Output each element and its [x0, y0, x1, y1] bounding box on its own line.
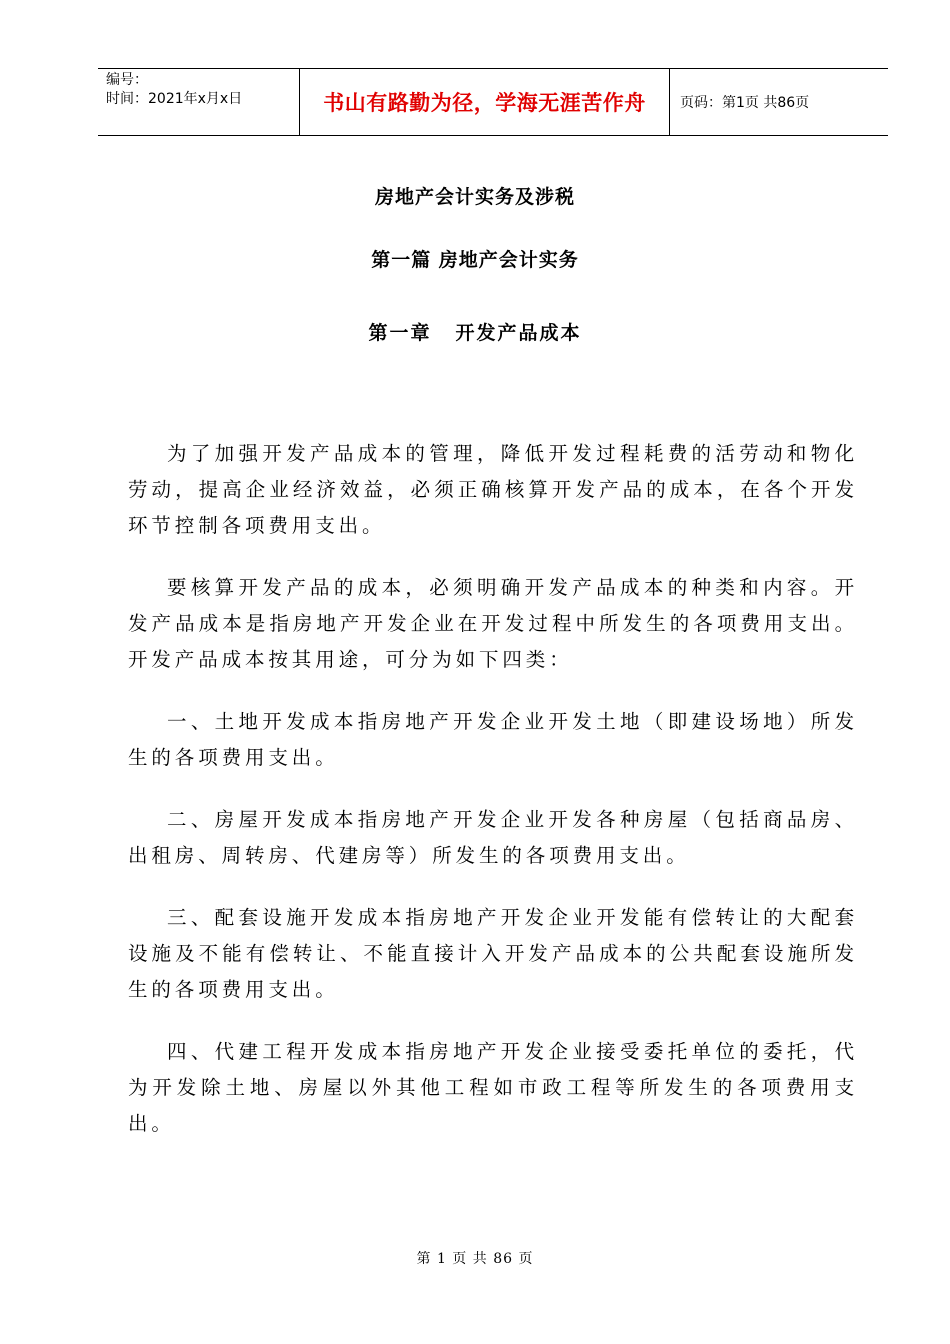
page-info: 页码：第1页 共86页 — [680, 95, 810, 111]
header-meta-cell — [98, 69, 300, 135]
paragraph: 一、土地开发成本指房地产开发企业开发土地（即建设场地）所发生的各项费用支出。 — [128, 710, 858, 769]
chapter-name: 开发产品成本 — [455, 322, 582, 344]
chapter-number: 第一章 — [368, 322, 432, 344]
paragraph: 三、配套设施开发成本指房地产开发企业开发能有偿转让的大配套设施及不能有偿转让、不能直接计入开发产品成本的公共配套设施所发生的各项费用支出。 — [128, 906, 858, 1001]
document-title: 房地产会计实务及涉税 — [374, 186, 575, 208]
paragraph: 为了加强开发产品成本的管理，降低开发过程耗费的活劳动和物化劳动，提高企业经济效益，必须正确核算开发产品的成本，在各个开发环节控制各项费用支出。 — [128, 442, 858, 537]
paragraph: 四、代建工程开发成本指房地产开发企业接受委托单位的委托，代为开发除土地、房屋以外其他工程如市政工程等所发生的各项费用支出。 — [128, 1040, 858, 1135]
page-footer: 第 1 页 共 86 页 — [416, 1251, 534, 1267]
chapter-title — [0, 318, 950, 345]
paragraph: 二、房屋开发成本指房地产开发企业开发各种房屋（包括商品房、出租房、周转房、代建房等）所发生的各项费用支出。 — [128, 808, 858, 867]
body-content — [128, 436, 858, 1168]
header-page-cell — [670, 69, 888, 135]
paragraph: 要核算开发产品的成本，必须明确开发产品成本的种类和内容。开发产品成本是指房地产开发企业在开发过程中所发生的各项费用支出。开发产品成本按其用途，可分为如下四类： — [128, 576, 858, 671]
document-header — [98, 68, 888, 136]
number-label: 编号： — [106, 72, 148, 88]
time-label: 时间：2021年x月x日 — [106, 91, 243, 107]
header-motto-cell — [300, 69, 670, 135]
motto-text: 书山有路勤为径，学海无涯苦作舟 — [323, 91, 646, 115]
part-title: 第一篇 房地产会计实务 — [371, 249, 579, 271]
